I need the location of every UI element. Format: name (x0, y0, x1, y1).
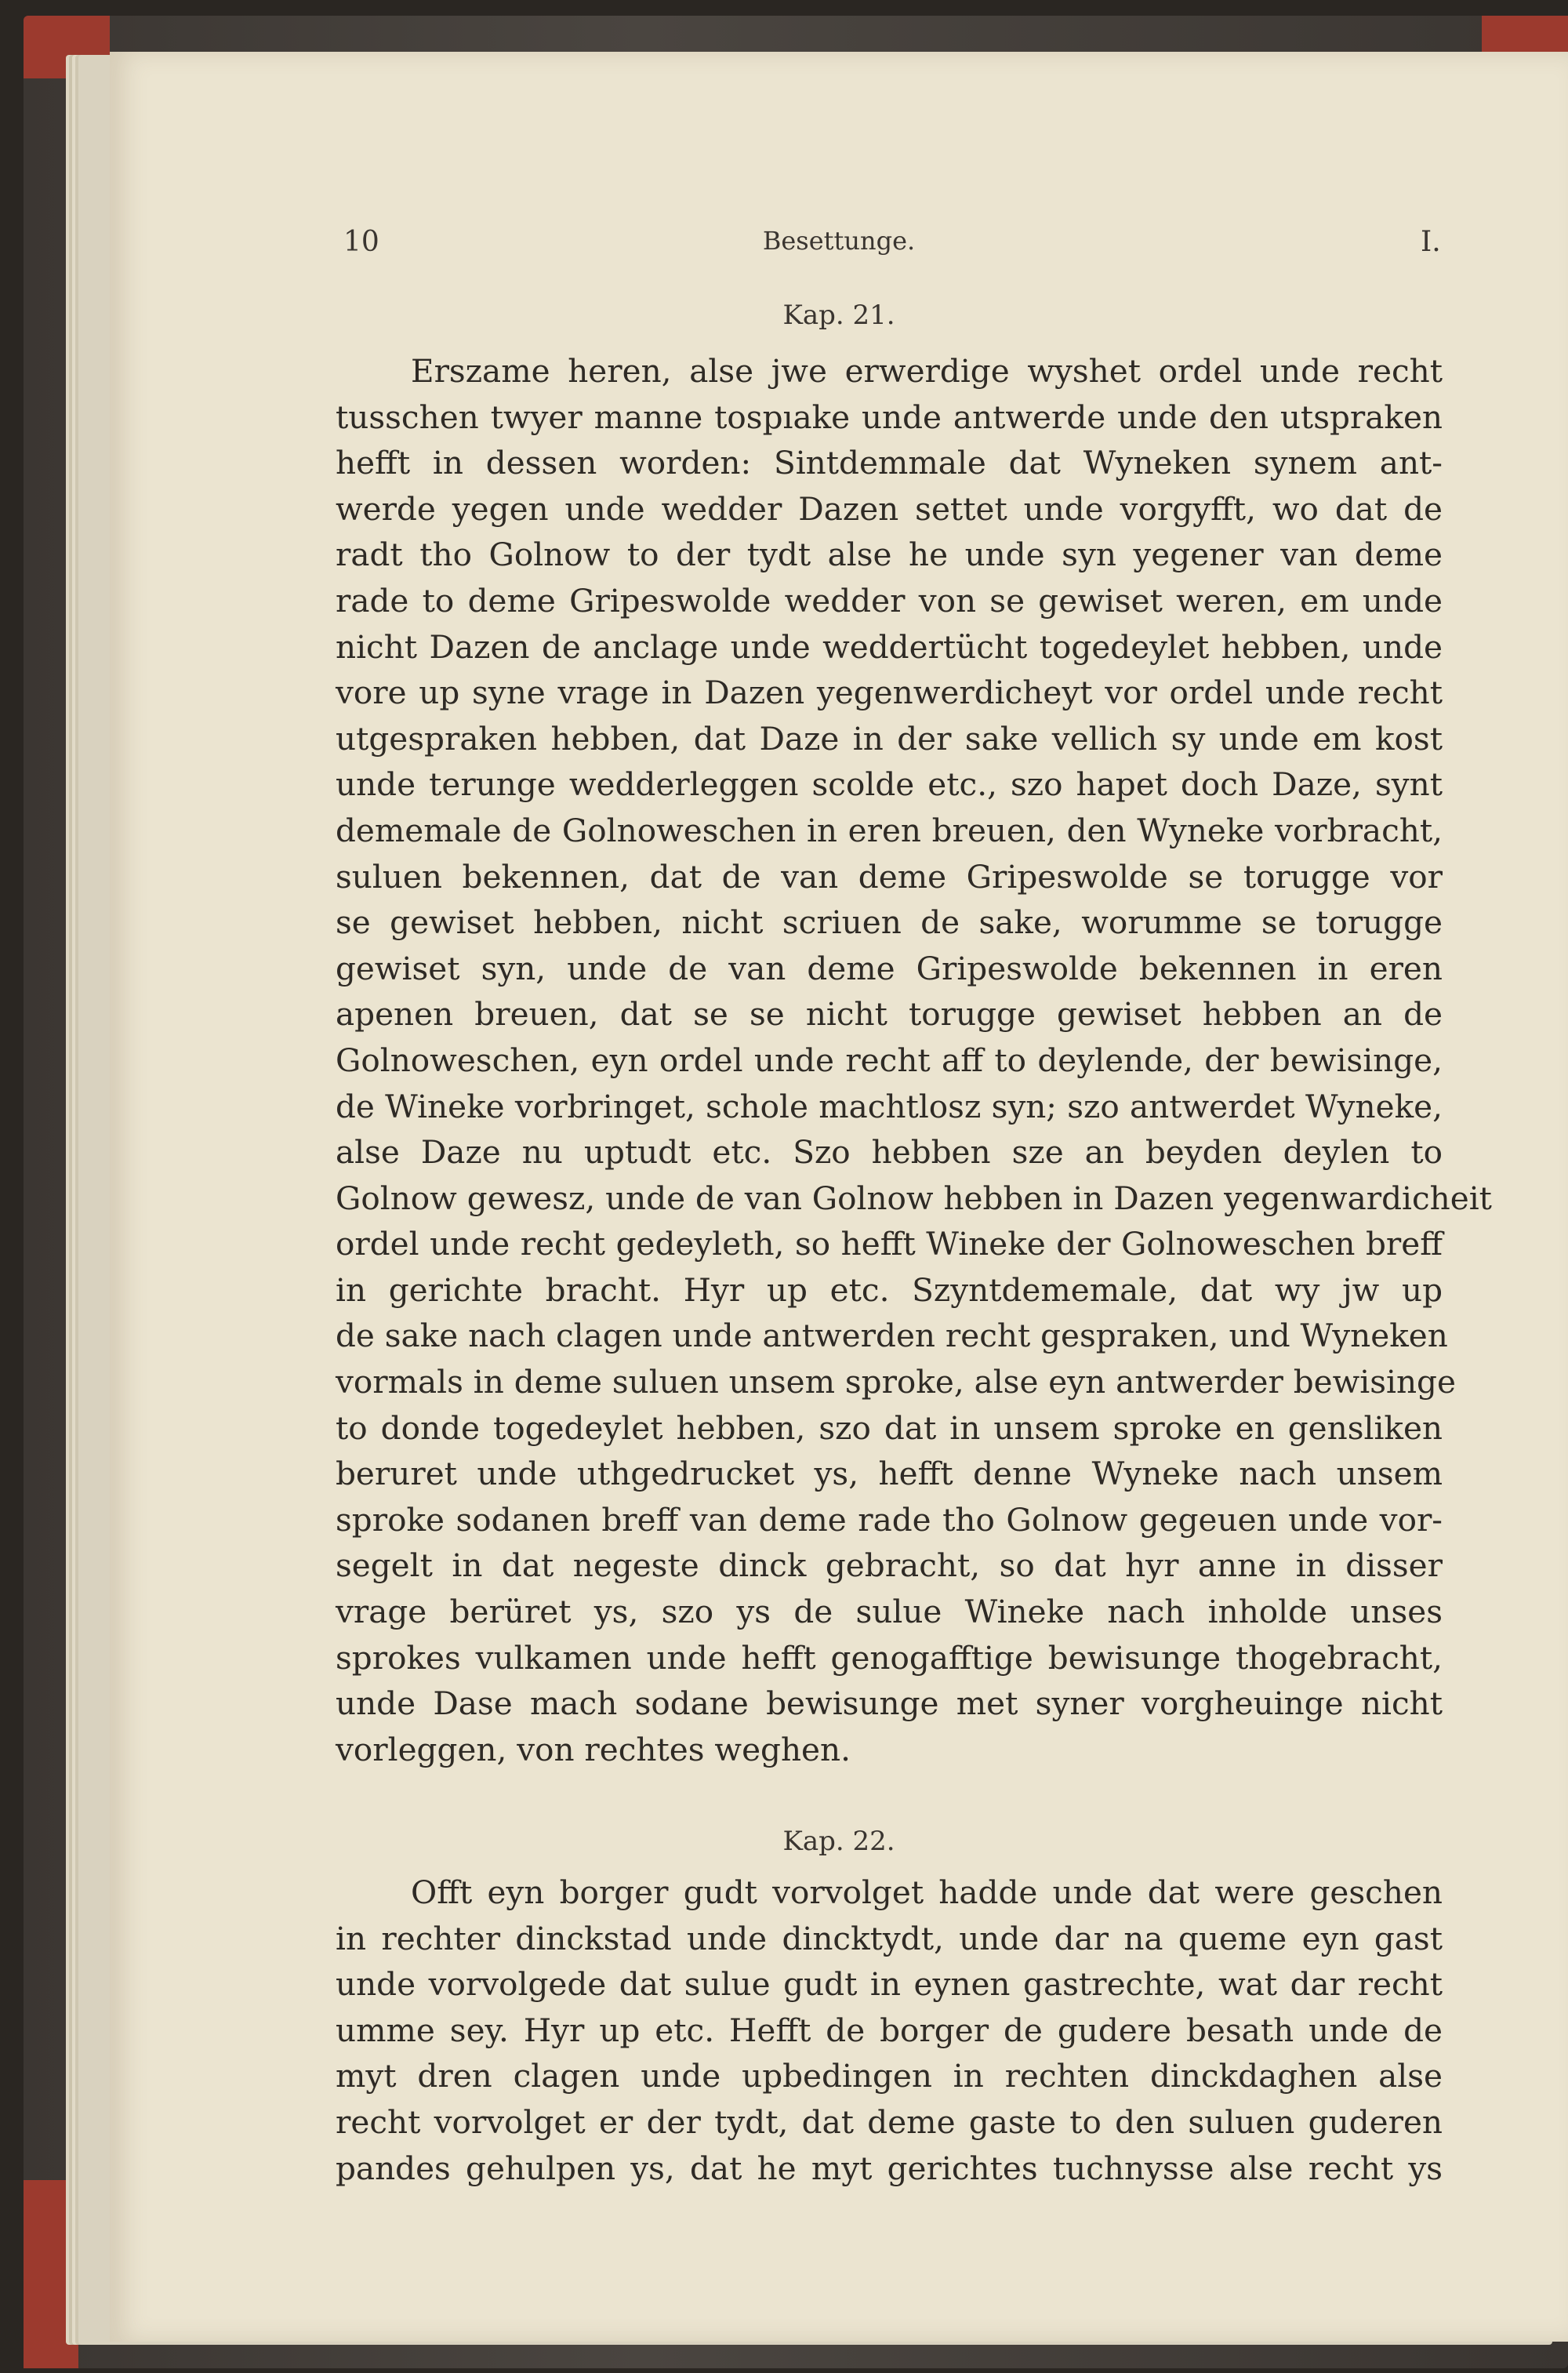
text-line: segelt in dat negeste dinck gebracht, so dat hyr anne in disser (336, 1546, 1443, 1585)
text-line: hefft in dessen worden: Sintdemmale dat Wyneken synem ant- (336, 444, 1443, 482)
cover-edge-bottom-left (24, 2180, 78, 2368)
text-line: werde yegen unde wedder Dazen settet unde vorgyfft, wo dat de (336, 489, 1443, 528)
text-line: se gewiset hebben, nicht scriuen de sake, worumme se torugge (336, 903, 1443, 942)
text-line: unde vorvolgede dat sulue gudt in eynen gastrechte, wat dar recht (336, 1965, 1443, 2004)
text-line: recht vorvolget er der tydt, dat deme gaste to den suluen guderen (336, 2102, 1443, 2141)
running-title: Besettunge. (762, 226, 916, 256)
text-line: in rechter dinckstad unde dincktydt, unde dar na queme eyn gast (336, 1919, 1443, 1957)
text-line: dememale de Golnoweschen in eren breuen, den Wyneke vorbracht, (336, 811, 1443, 849)
text-line: sproke sodanen breff van deme rade tho Golnow gegeuen unde vor- (336, 1500, 1443, 1539)
text-line: alse Daze nu uptudt etc. Szo hebben sze an beyden deylen to (336, 1133, 1443, 1172)
text-line: myt dren clagen unde upbedingen in rechten dinckdaghen alse (336, 2057, 1443, 2095)
text-line: utgespraken hebben, dat Daze in der sake vellich sy unde em kost (336, 719, 1443, 758)
text-line: tusschen twyer manne tospıake unde antwerde unde den utspraken (336, 398, 1443, 436)
text-line: de Wineke vorbringet, schole machtlosz syn; szo antwerdet Wyneke, (336, 1087, 1443, 1125)
text-line: unde terunge wedderleggen scolde etc., szo hapet doch Daze, synt (336, 765, 1443, 804)
text-line: beruret unde uthgedrucket ys, hefft denne Wyneke nach unsem (336, 1455, 1443, 1493)
book-page (110, 52, 1568, 2342)
text-line: unde Dase mach sodane bewisunge met syner vorgheuinge nicht (336, 1684, 1443, 1723)
text-line: rade to deme Gripeswolde wedder von se gewiset weren, em unde (336, 581, 1443, 620)
page-number: 10 (343, 226, 379, 258)
chapter-body (336, 1870, 1443, 2191)
text-line: to donde togedeylet hebben, szo dat in unsem sproke en gensliken (336, 1408, 1443, 1447)
text-line: ordel unde recht gedeyleth, so hefft Wineke der Golnoweschen breff (336, 1225, 1443, 1263)
text-line: Erszame heren, alse jwe erwerdige wyshet ordel unde recht (411, 352, 1443, 390)
chapter-heading: Kap. 21. (782, 300, 895, 331)
text-line: Golnow gewesz, unde de van Golnow hebben in Dazen yegenwardicheit (336, 1179, 1492, 1217)
text-line: vorleggen, von rechtes weghen. (336, 1730, 851, 1768)
text-line: gewiset syn, unde de van deme Gripeswolde bekennen in eren (336, 949, 1443, 987)
text-line: Golnoweschen, eyn ordel unde recht aff to deylende, der bewisinge, (336, 1041, 1443, 1079)
text-line: nicht Dazen de anclage unde weddertücht togedeylet hebben, unde (336, 627, 1443, 666)
running-header (110, 226, 1568, 273)
text-line: vrage berüret ys, szo ys de sulue Wineke nach inholde unses (336, 1593, 1443, 1631)
text-line: apenen breuen, dat se se nicht torugge gewiset hebben an de (336, 995, 1443, 1034)
chapter-body (336, 348, 1492, 1772)
text-line: de sake nach clagen unde antwerden recht gespraken, und Wyneken (336, 1317, 1448, 1355)
volume-marker: I. (1421, 226, 1441, 258)
text-line: sprokes vulkamen unde hefft genogafftige bewisunge thogebracht, (336, 1638, 1443, 1677)
text-line: vormals in deme suluen unsem sproke, alse eyn antwerder bewisinge (336, 1363, 1456, 1401)
text-line: umme sey. Hyr up etc. Hefft de borger de gudere besath unde de (336, 2011, 1443, 2049)
text-line: in gerichte bracht. Hyr up etc. Szyntdememale, dat wy jw up (336, 1270, 1443, 1309)
text-line: suluen bekennen, dat de van deme Gripeswolde se torugge vor (336, 857, 1443, 896)
chapter-heading: Kap. 22. (782, 1826, 895, 1857)
text-line: pandes gehulpen ys, dat he myt gerichtes tuchnysse alse recht ys (336, 2149, 1443, 2187)
text-line: radt tho Golnow to der tydt alse he unde syn yegener van deme (336, 536, 1443, 574)
text-line: vore up syne vrage in Dazen yegenwerdicheyt vor ordel unde recht (336, 674, 1443, 712)
text-line: Offt eyn borger gudt vorvolget hadde unde dat were geschen (411, 1873, 1443, 1911)
